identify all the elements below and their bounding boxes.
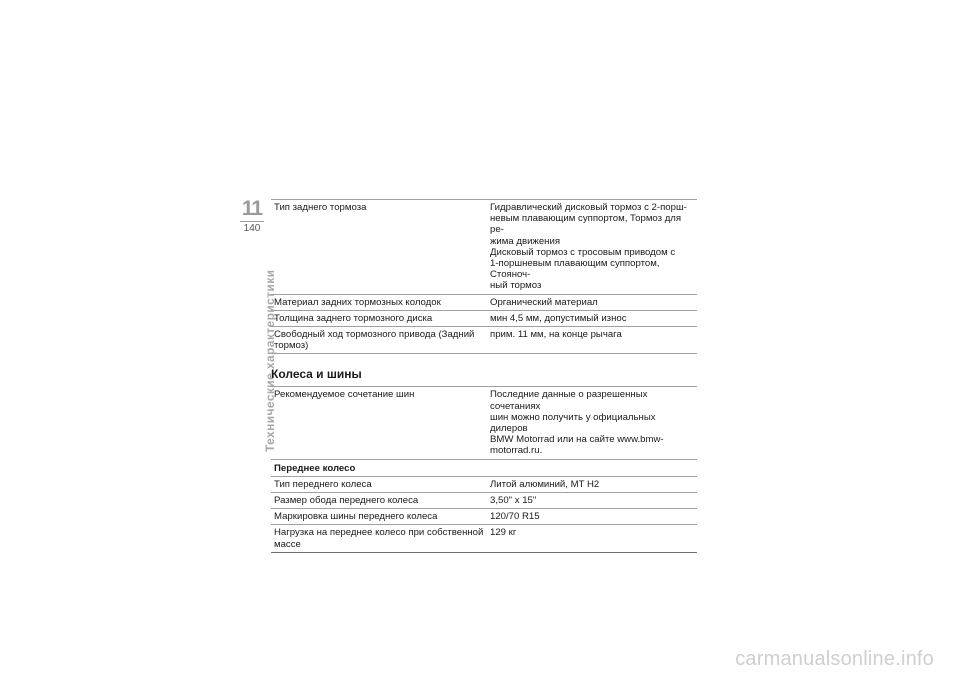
- spec-label: Материал задних тормозных колодок: [271, 294, 487, 310]
- table-row: [271, 493, 697, 509]
- chapter-badge: [240, 199, 264, 234]
- spec-label: Рекомендуемое сочетание шин: [271, 387, 487, 459]
- table-row: [271, 200, 697, 295]
- table-row: [271, 476, 697, 492]
- spec-label: Толщина заднего тормозного диска: [271, 310, 487, 326]
- spec-label: Тип переднего колеса: [271, 476, 487, 492]
- spec-value: мин 4,5 мм, допустимый износ: [487, 310, 697, 326]
- spec-value: прим. 11 мм, на конце рычага: [487, 327, 697, 354]
- spec-value: Органический материал: [487, 294, 697, 310]
- spec-label: Свободный ход тормозного привода (Задний тормоз): [271, 327, 487, 354]
- chapter-number: 11: [241, 197, 263, 220]
- watermark-link[interactable]: carmanualsonline.info: [735, 648, 934, 670]
- table-row: [271, 387, 697, 459]
- spec-value: 129 кг: [487, 525, 697, 552]
- page-number: 140: [243, 223, 261, 234]
- table-row: [271, 310, 697, 326]
- side-section-title: Технические характеристики: [263, 269, 277, 452]
- wheels-spec-table: [271, 386, 697, 552]
- front-wheel-subheading: Переднее колесо: [271, 459, 697, 476]
- table-row: [271, 525, 697, 552]
- spec-value: Последние данные о разрешенных сочетаниях шин можно получить у официальных дилеров BMW Motorrad или на сайте www.bmw- motorrad.ru.: [487, 387, 697, 459]
- spec-content: [271, 199, 697, 553]
- spec-value: Литой алюминий, MT H2: [487, 476, 697, 492]
- spec-label: Нагрузка на переднее колесо при собственной массе: [271, 525, 487, 552]
- spec-label: Маркировка шины переднего колеса: [271, 509, 487, 525]
- spec-value: 120/70 R15: [487, 509, 697, 525]
- spec-value: Гидравлический дисковый тормоз с 2-порш- невым плавающим суппортом, Тормоз для ре- жима движения Дисковый тормоз с тросовым приводом с 1-поршневым плавающим суппортом, Стояноч- ный тормоз: [487, 200, 697, 295]
- table-subheader-row: [271, 459, 697, 476]
- table-row: [271, 509, 697, 525]
- brake-spec-table: [271, 199, 697, 354]
- table-row: [271, 294, 697, 310]
- spec-label: Тип заднего тормоза: [271, 200, 487, 295]
- spec-label: Размер обода переднего колеса: [271, 493, 487, 509]
- table-row: [271, 327, 697, 354]
- spec-value: 3,50" x 15": [487, 493, 697, 509]
- chapter-divider: [240, 221, 264, 222]
- wheels-section-heading: Колеса и шины: [271, 367, 362, 382]
